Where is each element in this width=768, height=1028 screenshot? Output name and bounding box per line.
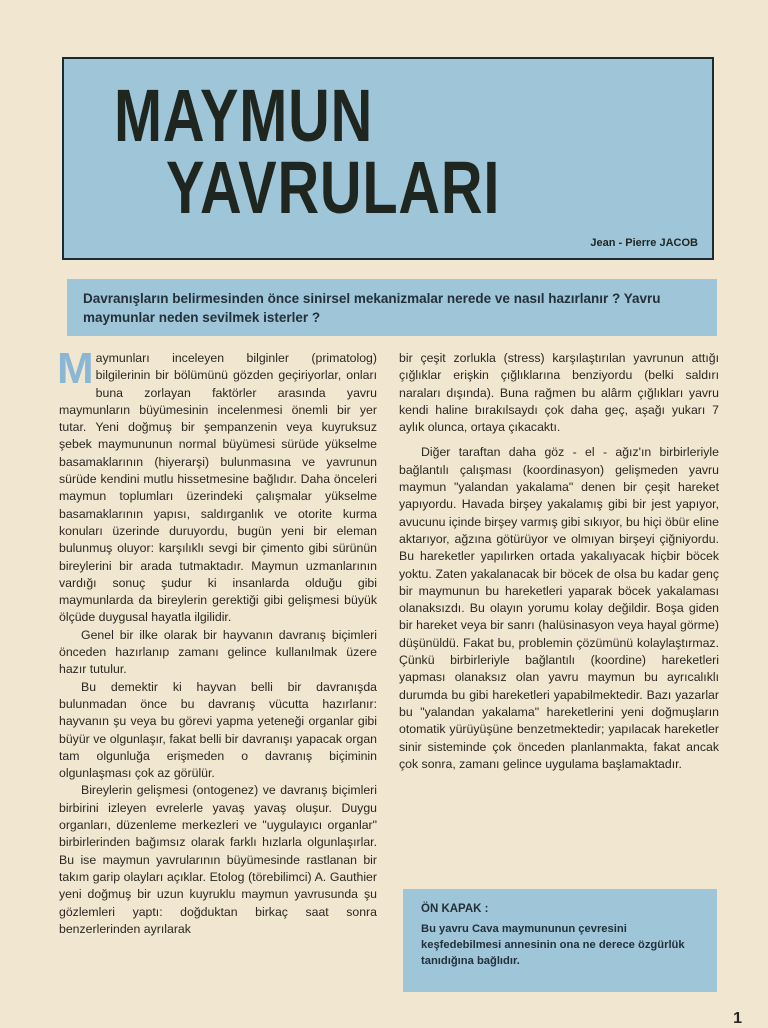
summary-box [67,279,717,336]
front-cover-box [403,889,717,992]
right-column [399,350,719,773]
author: Jean - Pierre JACOB [590,237,698,249]
paragraph: Diğer taraftan daha göz - el - ağız'ın birbirleriyle bağlantılı çalışması (koordinasyon) gelişmeden yavru maymun "yalandan yakalama" denen bir çeşit hareket yapıyordu. Havada birşey yakalamış gibi bir jest yapıyor, avucunu içinde birşey varmış gibi sıkıyor, bu hiçi öbür eline aktarıyor, ağzına götürüyor ve olmıyan birşeyi çiğniyordu. Bu hareketler yapılırken ortada yakalıyacak hiçbir böcek yoktu. Zaten yakalanacak bir böcek de olsa bu kadar genç bir maymunun bu hareketleri yaparak böcek yakalaması olanaksızdı. Bu olayın yorumu kolay değildir. Boşa giden bir hareket veya bir sanrı (halüsinasyon veya hayal görme) düşünüldü. Fakat bu, problemin çözümünü kolaylaştırmaz. Çünkü birbirleriyle bağlantılı (koordine) hareketleri yapması olanaksız olan yavru maymun bu ayrıcalıklı durumda bu gibi hareketleri yapabilmektedir. Bazı yazarlar bu "yalandan yakalama" hareketlerini yeni doğmuşların otomatik yürüyüşüne benzetmektedir; yapılacak hareketler sinir sisteminde çok önceden planlanmakta, fakat ancak çok sonra, zamanı gelince uygulama başlamaktadır. [399,445,719,771]
paragraph: bir çeşit zorlukla (stress) karşılaştırılan yavrunun attığı çığlıklar erişkin çığlıklarına benziyordu (belki saldırı naraları dışında). Buna rağmen bu alârm çığlıkları yavru kendi haline bırakılsaydı çok daha geç, aşağı yukarı 7 aylık olunca, ortaya çıkacaktı. [399,351,719,435]
paragraph: Genel bir ilke olarak bir hayvanın davranış biçimleri önceden hazırlanıp zamanı gelince kullanılmak üzere hazır tutulur. [59,627,377,677]
paragraph: Bu demektir ki hayvan belli bir davranışda bulunmadan önce bu davranış vücutta hazırlanır: hayvanın şu veya bu görevi yapma yeteneği organlar gibi büyür ve olgunlaşır, fakat belli bir davranışı yapacak organ tam olgunluğa erişmeden o davranış biçiminin olgunlaşması çok az görülür. [59,679,377,781]
left-column [57,344,377,938]
paragraph: Bireylerin gelişmesi (ontogenez) ve davranış biçimleri birbirini izleyen evrelerle yavaş yavaş oluşur. Duygu organları, düzenleme merkezleri ve "uygulayıcı organlar" birbirlerinden bağımsız olarak farklı hızlarla olgunlaşırlar. Bu ise maymun yavrularının büyümesinde rastlanan bir takım garip olayları açıklar. Etolog (törebilimci) A. Gauthier yeni doğmuş bir uzun kuyruklu maymun yavrusunda şu gözlemleri yaptı: doğduktan birkaç saat sonra benzerlerinden ayrılarak [59,783,377,936]
page-number: 1 [733,1010,742,1027]
drop-cap: M [57,344,94,393]
title-line-2: YAVRULARI [166,146,501,229]
summary-text: Davranışların belirmesinden önce sinirsel mekanizmalar nerede ve nasıl hazırlanır ? Yavru maymunlar neden sevilmek isterler ? [83,291,661,325]
front-cover-title: ÖN KAPAK : [421,903,489,915]
paragraph: Maymunları inceleyen bilginler (primatolog) bilgilerinin bir bölümünü gözden geçiriyorlar, onları buna zorlayan faktörler arasında yavru maymunların büyümesinin incelenmesi önemli bir yer tutar. Yeni doğmuş bir şempanzenin veya kuyruksuz şebek maymununun normal büyümesi sürüde yükselme basamaklarının (hiyerarşi) bulunmasına ve yavrunun sürüde kendini mutlu hissetmesine bağlıdır. Daha önceleri maymun toplumları üzerindeki çalışmalar yükselme basamaklarının yapısı, saldırganlık ve otorite kurma konuları üzerinde duruyordu, bugün yeni bir eleman bulunmuş oluyor: karşılıklı sevgi bir çimento gibi sürünün bireylerini bir arada tutmaktadır. Maymun uzmanlarının vardığı sonuç şudur ki insanlarda olduğu gibi maymunlarda da bireylerin gerektiği gibi gelişmesi büyük ölçüde duygusal hayatla ilgilidir. [57,344,377,625]
title-line-1: MAYMUN [114,74,374,157]
front-cover-text: Bu yavru Cava maymununun çevresini keşfedebilmesi annesinin ona ne derece özgürlük tanıdığına bağlıdır. [421,923,685,967]
title-box [62,57,714,260]
